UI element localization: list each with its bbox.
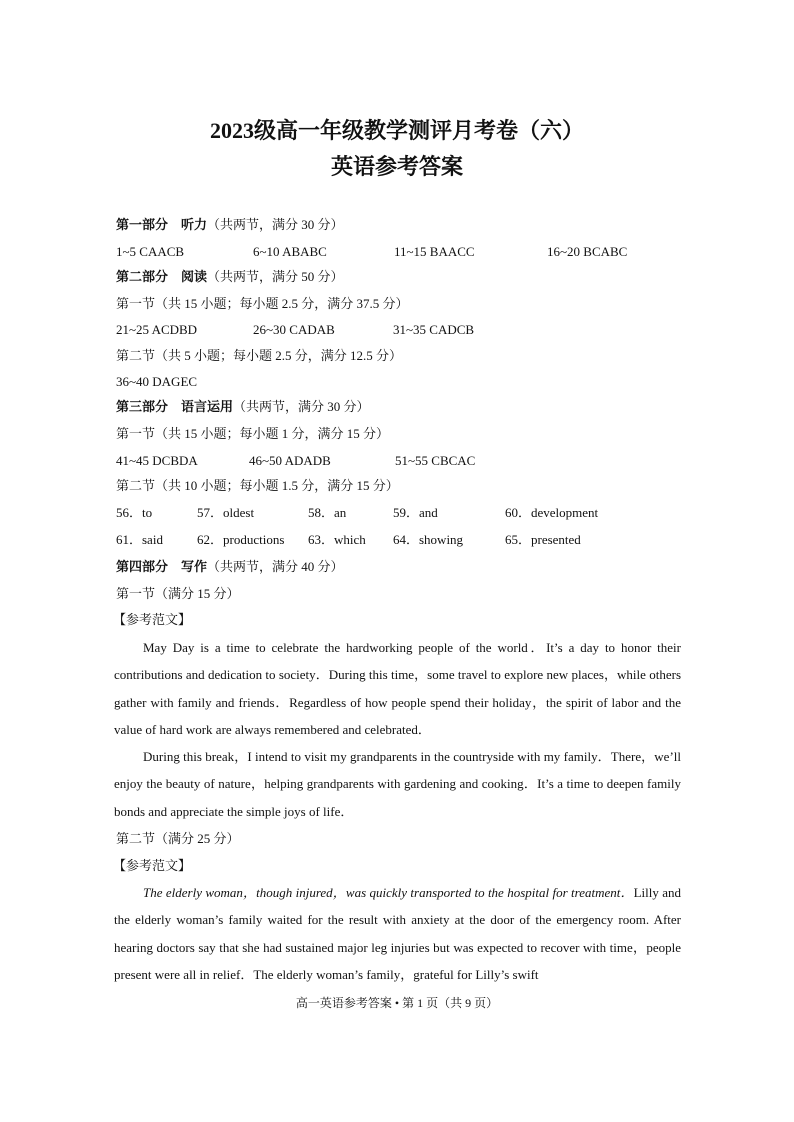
part2-heading-line: [116, 268, 344, 285]
page-footer: 高一英语参考答案 • 第 1 页（共 9 页）: [295, 996, 499, 1010]
answer-group: 11~15 BAACC: [394, 244, 475, 259]
fill-answer: 65．presented: [505, 532, 581, 547]
fill-answer: 58．an: [308, 505, 347, 520]
part1-heading: 第一部分 听力: [116, 217, 208, 232]
answer-group: 41~45 DCBDA: [116, 453, 198, 468]
part2-section2: 第二节（共 5 小题；每小题 2.5 分，满分 12.5 分）: [116, 348, 403, 363]
answer-group: 36~40 DAGEC: [116, 374, 198, 389]
fill-answer: 62．productions: [197, 532, 285, 547]
fill-answer: 64．showing: [393, 532, 464, 547]
fill-answer: 56．to: [116, 505, 153, 520]
part3-heading-line: [116, 398, 370, 415]
part3-note: （共两节，满分 30 分）: [233, 399, 370, 414]
part2-section1: 第一节（共 15 小题；每小题 2.5 分，满分 37.5 分）: [116, 296, 409, 311]
fill-answer: 60．development: [505, 505, 599, 520]
essay2-lead-sentence: The elderly woman，though injured，was quickly transported to the hospital for treatment．: [143, 885, 634, 900]
essay2-continuation: Lilly and the elderly woman’s family waited for the result with anxiety at the door of the emergency room. After hearing doctors say that she had sustained major leg injuries but was expected to recover with time，people present were all in relief．The elderly woman’s family，grateful for Lilly’s swift: [114, 885, 682, 982]
answer-group: 21~25 ACDBD: [116, 322, 198, 337]
sample-label: 【参考范文】: [113, 612, 192, 627]
essay2-paragraph: [114, 879, 681, 988]
fill-answer: 63．which: [308, 532, 366, 547]
part3-section2: 第二节（共 10 小题；每小题 1.5 分，满分 15 分）: [116, 478, 399, 493]
part1-heading-line: [116, 216, 344, 233]
essay1-paragraph2: During this break，I intend to visit my grandparents in the countryside with my family．There，we’ll enjoy the beauty of nature，helping grandparents with gardening and cooking．It’s a time to deepen family bonds and appreciate the simple joys of life．: [114, 749, 681, 819]
answer-key-title: 英语参考答案: [330, 154, 463, 179]
part4-section2: 第二节（满分 25 分）: [116, 831, 240, 846]
sample-label: 【参考范文】: [113, 858, 192, 873]
fill-answer: 57．oldest: [197, 505, 255, 520]
part3-section1: 第一节（共 15 小题；每小题 1 分，满分 15 分）: [116, 426, 390, 441]
part1-note: （共两节，满分 30 分）: [207, 217, 344, 232]
part4-heading-line: [116, 558, 344, 575]
answer-group: 16~20 BCABC: [547, 244, 628, 259]
fill-answer: 59．and: [393, 505, 438, 520]
answer-group: 1~5 CAACB: [116, 244, 185, 259]
part4-heading: 第四部分 写作: [116, 559, 208, 574]
answer-group: 51~55 CBCAC: [395, 453, 476, 468]
part4-note: （共两节，满分 40 分）: [207, 559, 344, 574]
fill-answer: 61．said: [116, 532, 163, 547]
part4-section1: 第一节（满分 15 分）: [116, 586, 240, 601]
part2-note: （共两节，满分 50 分）: [207, 269, 344, 284]
answer-group: 46~50 ADADB: [249, 453, 331, 468]
part3-heading: 第三部分 语言运用: [116, 399, 234, 414]
exam-title: 2023级高一年级教学测评月考卷（六）: [209, 118, 584, 143]
answer-group: 31~35 CADCB: [393, 322, 475, 337]
answer-group: 26~30 CADAB: [253, 322, 335, 337]
part2-heading: 第二部分 阅读: [116, 269, 208, 284]
answer-group: 6~10 ABABC: [253, 244, 327, 259]
essay1-paragraph1: May Day is a time to celebrate the hardworking people of the world．It’s a day to honor their contributions and dedication to society．During this time，some travel to explore new places，while others gather with family and friends．Regardless of how people spend their holiday，the spirit of labor and the value of hard work are always remembered and celebrated．: [114, 640, 681, 737]
